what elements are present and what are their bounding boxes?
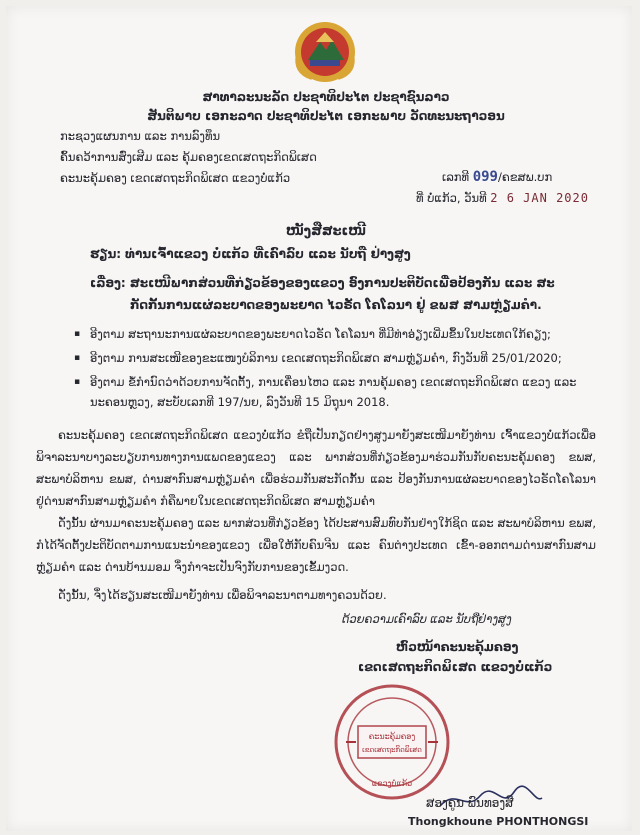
body-paragraph-3: ດັ່ງນັ້ນ, ຈຶ່ງໄດ້ຮຽນສະເໜີມາຍັງທ່ານ ເພື່ອພິຈາລະນາຕາມທາງຄວນດ້ວຍ. — [58, 588, 387, 602]
signatory-name-english: Thongkhoune PHONTHONGSI — [408, 815, 589, 828]
subject-line-2: ກັດກັ້ນການແຜ່ລະບາດຂອງພະຍາດ ໄວຣັດ ໂຄໂລນາ ຢູ່ ຂພສ ສາມຫຼ່ຽມຄໍາ. — [130, 298, 542, 312]
seal-inner-text-2: ເຂດເສດຖະກິດພິເສດ — [362, 746, 422, 754]
sender-committee: ຄະນະຄຸ້ມຄອງ ເຂດເສດຖະກິດພິເສດ ແຂວງບໍ່ແກ້ວ — [60, 171, 291, 185]
national-emblem-icon — [290, 20, 360, 84]
document-date — [416, 191, 589, 205]
reference-label: ເລກທີ — [442, 170, 470, 184]
body-paragraph-1: ຄະນະຄຸ້ມຄອງ ເຂດເສດຖະກິດພິເສດ ແຂວງບໍ່ແກ້ວ ຂໍຖືເປັນກຽດຢ່າງສູງມາຍັງສະເໜີມາຍັງທ່ານ ເຈົ້າແຂວງບໍ່ແກ້ວເພື່ອພິຈາລະນາບາງລະບຽບການທາງການແພດຂອງແຂວງ ແລະ ພາກສ່ວນທີ່ກ່ຽວຂ້ອງມາຮ່ວມກັນກັບຄະນະຄຸ້ມຄອງ ຂພສ, ສະພາບໍລິຫານ ຂພສ, ດ່ານສາກົນສາມຫຼ່ຽມຄໍາ ເພື່ອຮ່ວມກັນສະກັດກັ້ນ ແລະ ປ້ອງກັນການແຜ່ລະບາດຂອງໄວຣັດໂຄໂລນາ ຢູ່ດ່ານສາກົນສາມຫຼ່ຽມຄໍາ ກໍຄືພາຍໃນເຂດເສດຖະກິດພິເສດ ສາມຫຼ່ຽມຄໍາ — [36, 428, 596, 508]
official-seal-stamp — [332, 682, 452, 802]
date-prefix: ທີ່ ບໍ່ແກ້ວ, ວັນທີ — [416, 191, 487, 205]
reference-number — [442, 169, 552, 185]
signatory-name-lao: ສອງຄູນ ພົນທອງສີ — [426, 796, 514, 810]
document-page — [6, 6, 632, 831]
signatory-title-1: ຫົວໜ້າຄະນະຄຸ້ມຄອງ — [396, 640, 519, 654]
reference-bullet-1: ▪ ອີງຕາມ ສະຖານະການແຜ່ລະບາດຂອງພະຍາດໄວຣັດ ໂຄໂລນາ ທີ່ມີທ່າອ່ຽງເພີ່ມຂຶ້ນໃນປະເທດໃກ້ຄຽງ; — [90, 324, 590, 344]
seal-bottom-text: ແຂວງບໍ່ແກ້ວ — [371, 779, 413, 788]
national-motto-header: ສັນຕິພາບ ເອກະລາດ ປະຊາທິປະໄຕ ເອກະພາບ ວັດທະນະຖາວອນ — [147, 109, 505, 123]
reference-bullet-2: ▪ ອີງຕາມ ການສະເໜີຂອງຂະແໜງບໍລິການ ເຂດເສດຖະກິດພິເສດ ສາມຫຼ່ຽມຄໍາ, ກົງວັນທີ 25/01/2020; — [90, 348, 590, 368]
document-title: ໜັງສືສະເໜີ — [286, 224, 366, 239]
date-stamp: 2 6 JAN 2020 — [490, 191, 589, 205]
sender-ministry: ກະຊວງແຜນການ ແລະ ການລົງທຶນ — [60, 129, 221, 143]
addressee-line: ຮຽນ: ທ່ານເຈົ້າແຂວງ ບໍ່ແກ້ວ ທີ່ເຄົາລົບ ແລະ ນັບຖື ຢ່າງສູງ — [90, 247, 411, 261]
reference-bullet-3: ▪ ອີງຕາມ ຂໍ້ກໍານົດວ່າດ້ວຍການຈັດຕັ້ງ, ການເຄື່ອນໄຫວ ແລະ ການຄຸ້ມຄອງ ເຂດເສດຖະກິດພິເສດ ແຂວງ ແລະ ນະຄອນຫຼວງ, ສະບັບເລກທີ 197/ນຍ, ລົງວັນທີ 15 ມິຖຸນາ 2018. — [90, 372, 590, 412]
reference-suffix: /ຄຂສພ.ບກ — [497, 170, 553, 184]
subject-block — [90, 272, 570, 316]
reference-number-value: 099 — [472, 169, 498, 185]
sender-department: ຄົ້ນຄວ້າການສົ່ງເສີມ ແລະ ຄຸ້ມຄອງເຂດເສດຖະກິດພິເສດ — [60, 150, 317, 164]
closing-phrase: ດ້ວຍຄວາມເຄົາລົບ ແລະ ນັບຖືຢ່າງສູງ — [342, 612, 512, 626]
country-name-header: ສາທາລະນະລັດ ປະຊາທິປະໄຕ ປະຊາຊົນລາວ — [202, 90, 450, 104]
body-paragraph-2: ດັ່ງນັ້ນ ຜ່ານມາຄະນະຄຸ້ມຄອງ ແລະ ພາກສ່ວນທີ່ກ່ຽວຂ້ອງ ໄດ້ປະສານສົມທົບກັນຢ່າງໃກ້ຊິດ ແລະ ສະພາບໍລິຫານ ຂພສ, ກໍໄດ້ຈັດຕັ້ງປະຕິບັດຕາມການແນະນໍາຂອງແຂວງ ເພື່ອໃຫ້ກັບຄົນຈີນ ແລະ ຄົນຕ່າງປະເທດ ເຂົ້າ-ອອກຕາມດ່ານສາກົນສາມຫຼ່ຽມຄໍາ ແລະ ດ່ານບ້ານມອມ ຈຶ່ງກໍາຈະເປັນຈົງກັບການຂອງເຂັ້ມງວດ. — [36, 516, 596, 574]
seal-inner-text-1: ຄະນະຄຸ້ມຄອງ — [368, 732, 416, 741]
signatory-title-2: ເຂດເສດຖະກິດພິເສດ ແຂວງບໍ່ແກ້ວ — [358, 660, 553, 674]
subject-line-1: ເລື່ອງ: ສະເໜີພາກສ່ວນທີ່ກ່ຽວຂ້ອງຂອງແຂວງ ອົງການປະຕິບັດເພື່ອປ້ອງກັນ ແລະ ສະ — [90, 276, 555, 290]
